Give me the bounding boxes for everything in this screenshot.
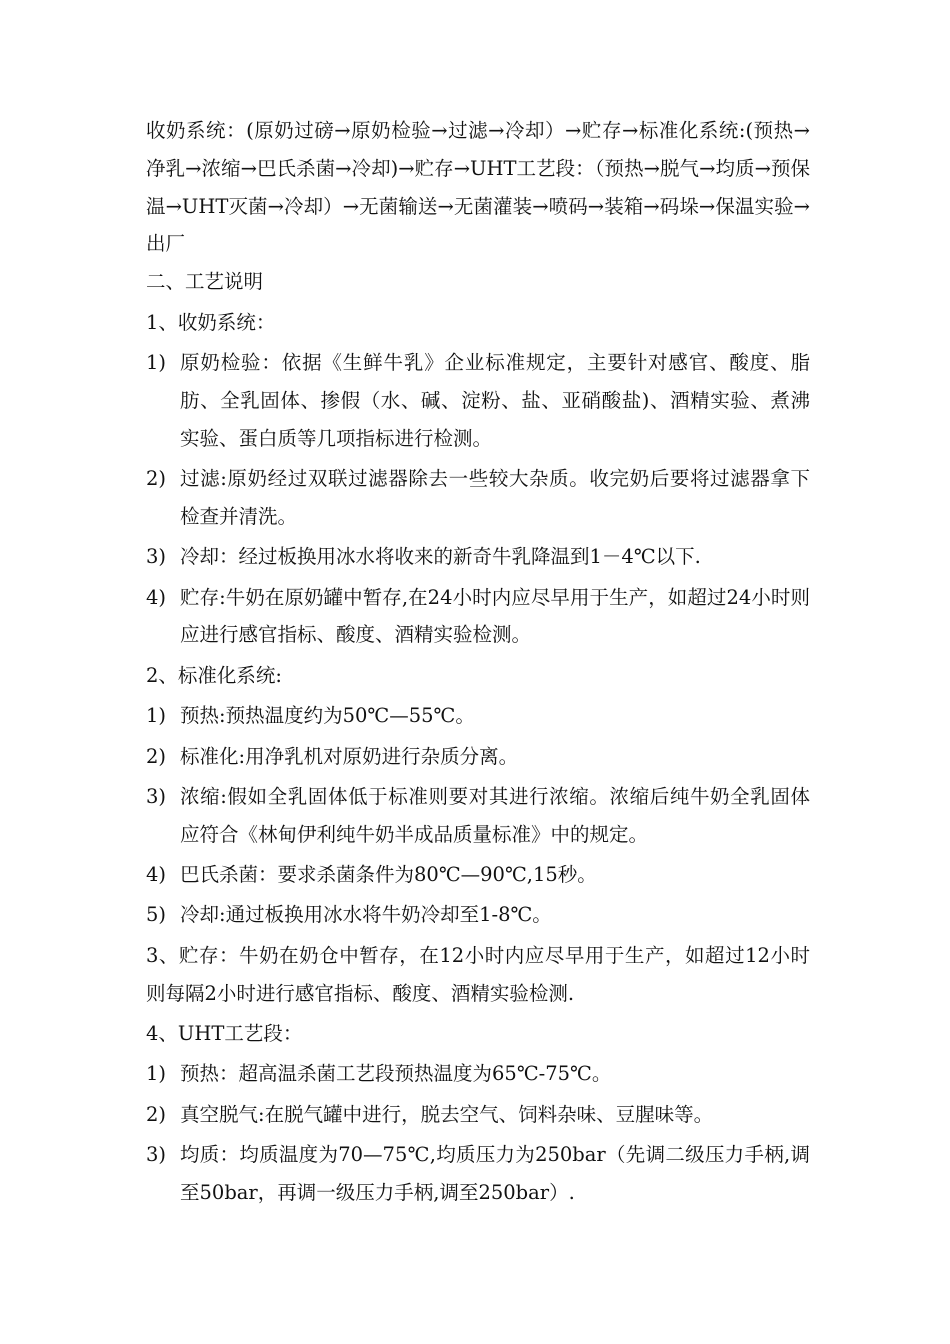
list-item-number: 2) [146,1102,167,1126]
list-item [146,778,810,854]
subsection-title-standardization: 2、标准化系统: [146,663,282,687]
list-item-number: 1) [146,1062,167,1086]
list-item-text: 标准化:用净乳机对原奶进行杂质分离。 [180,744,519,768]
list-item-text: 冷却：经过板换用冰水将收来的新奇牛乳降温到1－4℃以下. [180,545,701,569]
subsection-title-milk-collection: 1、收奶系统： [146,310,276,334]
list-item [146,1096,810,1134]
list-item [146,538,810,576]
list-item-text: 真空脱气:在脱气罐中进行，脱去空气、饲料杂味、豆腥味等。 [180,1102,714,1126]
list-item-text: 贮存:牛奶在原奶罐中暂存,在24小时内应尽早用于生产，如超过24小时则应进行感官指标、酸度、酒精实验检测。 [180,585,810,647]
subsection-storage-paragraph: 3、贮存：牛奶在奶仓中暂存，在12小时内应尽早用于生产，如超过12小时则每隔2小时进行感官指标、酸度、酒精实验检测. [146,943,810,1005]
process-flow-paragraph: 收奶系统：(原奶过磅→原奶检验→过滤→冷却）→贮存→标准化系统:(预热→净乳→浓缩→巴氏杀菌→冷却)→贮存→UHT工艺段：（预热→脱气→均质→预保温→UHT灭菌→冷却）→无菌输送→无菌灌装→喷码→装箱→码垛→保温实验→出厂 [146,119,810,256]
list-item-text: 均质：均质温度为70—75℃,均质压力为250bar（先调二级压力手柄,调至50bar，再调一级压力手柄,调至250bar）. [180,1143,810,1205]
list-item [146,344,810,457]
list-item-text: 浓缩:假如全乳固体低于标准则要对其进行浓缩。浓缩后纯牛奶全乳固体应符合《林甸伊利纯牛奶半成品质量标准》中的规定。 [180,784,810,846]
list-item-number: 2) [146,744,167,768]
list-item-number: 3) [146,1143,167,1167]
list-item-number: 2) [146,466,167,490]
list-item [146,1055,810,1093]
list-item [146,579,810,655]
list-item-number: 4) [146,863,167,887]
list-item [146,856,810,894]
list-item [146,460,810,536]
list-item-number: 5) [146,903,167,927]
list-item-text: 过滤:原奶经过双联过滤器除去一些较大杂质。收完奶后要将过滤器拿下检查并清洗。 [180,466,810,528]
list-item [146,738,810,776]
list-item [146,896,810,934]
list-item-number: 3) [146,545,167,569]
list-item [146,697,810,735]
list-item-text: 冷却:通过板换用冰水将牛奶冷却至1-8℃。 [180,903,552,927]
list-item-number: 4) [146,585,167,609]
list-item-text: 预热:预热温度约为50℃—55℃。 [180,704,475,728]
list-item-text: 原奶检验：依据《生鲜牛乳》企业标准规定，主要针对感官、酸度、脂肪、全乳固体、掺假（水、碱、淀粉、盐、亚硝酸盐)、酒精实验、煮沸实验、蛋白质等几项指标进行检测。 [180,350,810,450]
list-item [146,1136,810,1212]
list-item-number: 3) [146,784,167,808]
document-page [146,112,810,1214]
subsection-title-uht: 4、UHT工艺段： [146,1022,303,1046]
list-item-text: 预热：超高温杀菌工艺段预热温度为65℃-75℃。 [180,1062,612,1086]
section-title-process-description: 二、工艺说明 [146,270,264,294]
list-item-number: 1) [146,704,167,728]
list-item-text: 巴氏杀菌：要求杀菌条件为80℃—90℃,15秒。 [180,863,597,887]
list-item-number: 1) [146,350,167,374]
